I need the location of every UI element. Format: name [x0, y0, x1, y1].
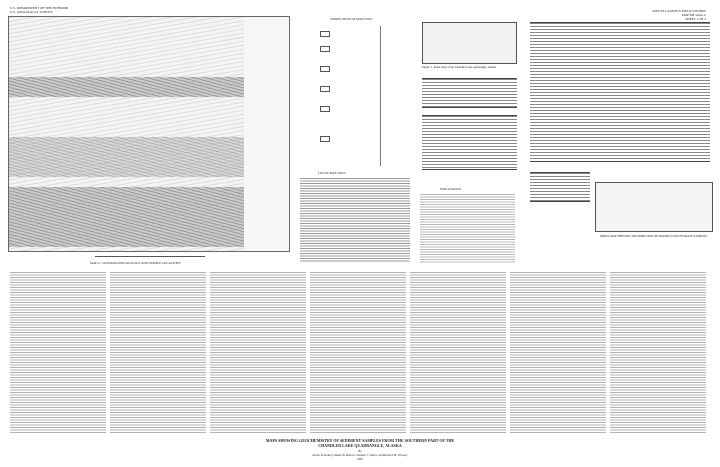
- index-map-figure: [422, 22, 517, 64]
- table-2: [422, 115, 517, 170]
- title-line-1: MAPS SHOWING GEOCHEMISTRY OF SEDIMENT SAMPLES FROM THE SOUTHERN PART OF THE: [265, 438, 455, 443]
- authors: Karen D. Kelley, Denise B. Bartow, Stephen J. Sutley, and Richard M. O'Leary: [312, 453, 408, 457]
- index-map: [595, 182, 713, 232]
- agency-header: [10, 6, 68, 14]
- series: MISCELLANEOUS FIELD STUDIES: [652, 9, 706, 13]
- year: 1993: [357, 457, 363, 461]
- correlation-chart: [310, 26, 400, 166]
- by: By: [358, 449, 362, 453]
- scale-bar: [95, 256, 205, 259]
- sheet-number: SHEET 1 OF 2: [685, 17, 706, 21]
- map-number: MAP MF-2242-C: [681, 13, 706, 17]
- explanation: [420, 194, 515, 264]
- correlation-heading: CORRELATION OF MAP UNITS: [330, 17, 373, 21]
- map-caption: MAP A - GENERALIZED GEOLOGY AND SAMPLE LOCALITIES: [90, 261, 181, 265]
- list-heading: LIST OF MAP UNITS: [318, 171, 346, 175]
- explanation-heading: EXPLANATION: [440, 187, 461, 191]
- agency: U.S. DEPARTMENT OF THE INTERIOR: [10, 6, 69, 10]
- map-margin: [244, 17, 290, 252]
- figure1-caption: Figure 1. Index map of the Chandler Lake quadrangle, Alaska: [422, 65, 497, 69]
- title-line-2: CHANDLER LAKE QUADRANGLE, ALASKA: [318, 443, 402, 448]
- table-1: [422, 78, 517, 108]
- table-3: [530, 22, 710, 162]
- series-header: [653, 9, 707, 21]
- survey: U.S. GEOLOGICAL SURVEY: [10, 10, 53, 14]
- geologic-map: [8, 16, 290, 252]
- list-of-map-units: [300, 178, 410, 262]
- sheet-title: [0, 438, 720, 448]
- table-4: [530, 172, 590, 202]
- index-map-caption: INDEX MAP SHOWING DISTRIBUTION OF PANNED CONCENTRATE SAMPLES: [600, 234, 708, 238]
- text-columns: [10, 272, 710, 434]
